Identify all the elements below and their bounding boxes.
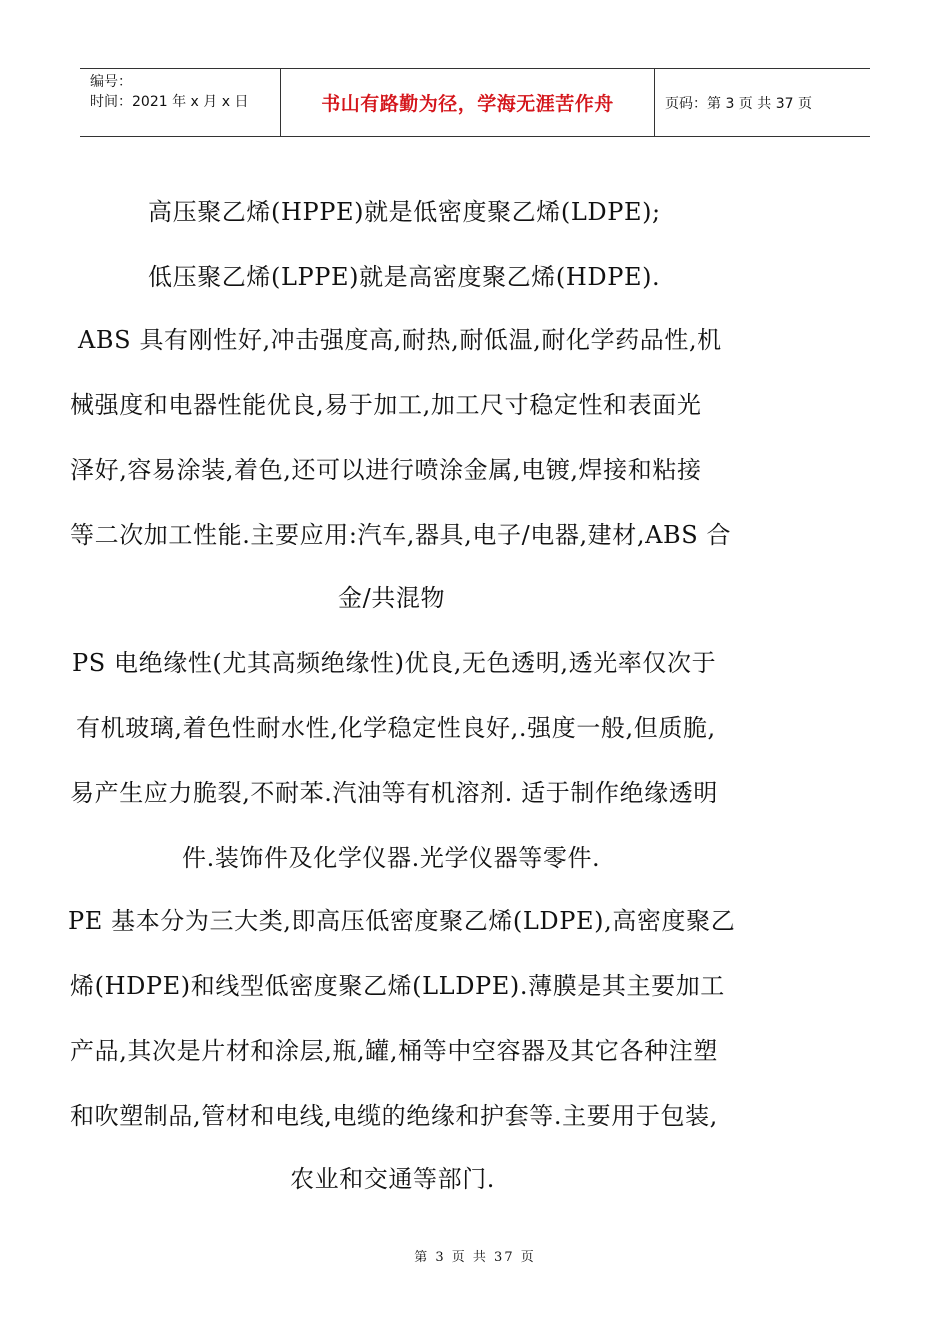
paragraph-line: 农业和交通等部门.: [290, 1165, 496, 1193]
page-footer: 第 3 页 共 37 页: [414, 1250, 536, 1265]
header-meta: [80, 69, 281, 136]
paragraph-line: 和吹塑制品,管材和电线,电缆的绝缘和护套等.主要用于包装,: [70, 1102, 718, 1130]
paragraph-line: 泽好,容易涂装,着色,还可以进行喷涂金属,电镀,焊接和粘接: [70, 456, 702, 484]
paragraph-line: 械强度和电器性能优良,易于加工,加工尺寸稳定性和表面光: [70, 391, 702, 419]
header-page-info: 页码：第 3 页 共 37 页: [665, 95, 812, 112]
paragraph-line: 烯(HDPE)和线型低密度聚乙烯(LLDPE).薄膜是其主要加工: [70, 972, 725, 1000]
paragraph-line: 有机玻璃,着色性耐水性,化学稳定性良好,.强度一般,但质脆,: [76, 714, 716, 742]
header-motto: 书山有路勤为径，学海无涯苦作舟: [281, 69, 655, 136]
paragraph-line: 高压聚乙烯(HPPE)就是低密度聚乙烯(LDPE);: [148, 198, 661, 226]
paragraph-line: PS 电绝缘性(尤其高频绝缘性)优良,无色透明,透光率仅次于: [72, 649, 717, 677]
paragraph-line: 易产生应力脆裂,不耐苯.汽油等有机溶剂. 适于制作绝缘透明: [70, 779, 718, 807]
page-header: [80, 68, 870, 137]
paragraph-line: 低压聚乙烯(LPPE)就是高密度聚乙烯(HDPE).: [148, 263, 661, 291]
paragraph-line: 件.装饰件及化学仪器.光学仪器等零件.: [182, 844, 601, 872]
paragraph-line: 金/共混物: [338, 584, 446, 612]
paragraph-line: ABS 具有刚性好,冲击强度高,耐热,耐低温,耐化学药品性,机: [78, 326, 722, 354]
document-time-label: 时间：2021 年 x 月 x 日: [90, 94, 249, 110]
document-number-label: 编号：: [90, 74, 132, 90]
paragraph-line: PE 基本分为三大类,即高压低密度聚乙烯(LDPE),高密度聚乙: [68, 907, 736, 935]
paragraph-line: 产品,其次是片材和涂层,瓶,罐,桶等中空容器及其它各种注塑: [70, 1037, 718, 1065]
paragraph-line: 等二次加工性能.主要应用:汽车,器具,电子/电器,建材,ABS 合: [70, 521, 732, 549]
